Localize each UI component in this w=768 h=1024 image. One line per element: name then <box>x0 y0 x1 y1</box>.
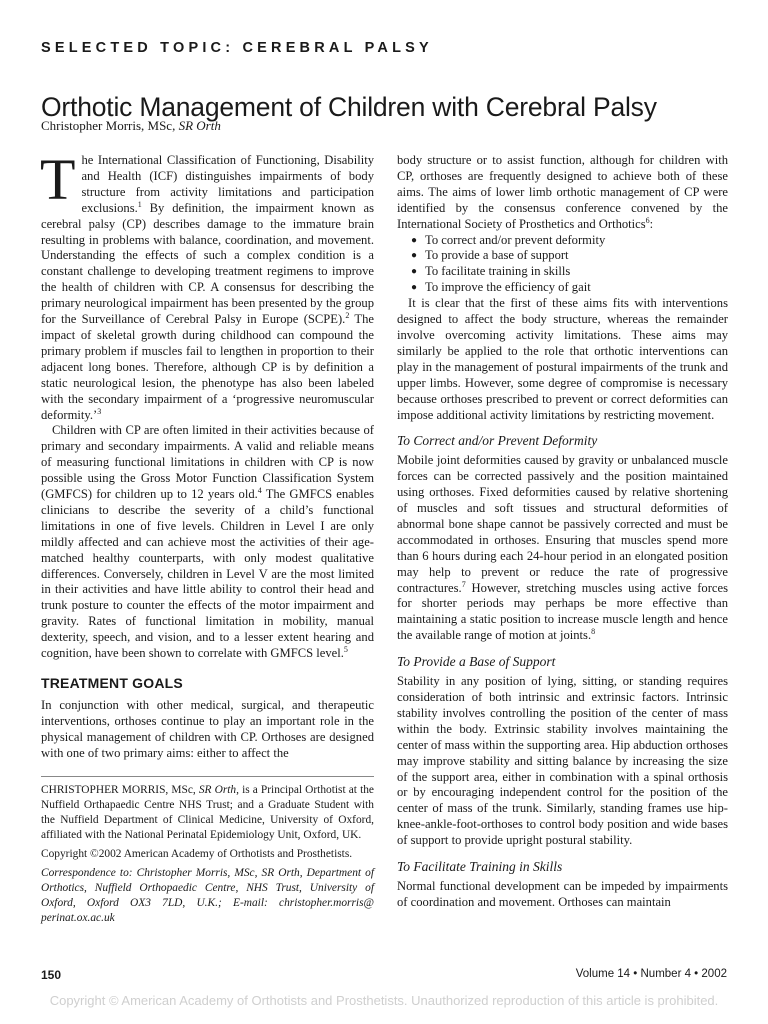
page-number: 150 <box>41 968 62 982</box>
ref-2: 2 <box>345 310 350 320</box>
bio-text: is a Principal Orthotist at the Nuffield Orthapaedic Centre NHS Trust; and a Graduate Student with the Nuffield Department of Clinical Medicine, University of Oxford, affiliated with the National Perinatal Epidemiology Unit, Oxford, UK. <box>41 783 374 841</box>
author-name: Christopher Morris, MSc, <box>41 118 176 133</box>
ref-8: 8 <box>591 627 596 637</box>
aims-list <box>397 233 728 297</box>
section-label: SELECTED TOPIC: CEREBRAL PALSY <box>41 40 433 56</box>
copyright-line: Copyright ©2002 American Academy of Orthotists and Prosthetists. <box>41 847 353 860</box>
volume-info: Volume 14 • Number 4 • 2002 <box>575 968 727 980</box>
author-bio-block <box>41 776 374 927</box>
ref-6: 6 <box>645 215 650 225</box>
intro-text-2: By definition, the impairment known as cerebral palsy (CP) describes damage to the immature brain resulting in problems with balance, coordination, and movement. Understanding the effects of such a complex condition is a constant challenge to developing treatment regimens to improve the health of children with CP. A consensus for describing the primary neurological impairment has been presented by the group for the Surveillance of Cerebral Palsy in Europe (SCPE). <box>41 200 374 327</box>
cont-text: body structure or to assist function, although for children with CP, orthoses are frequently designed to achieve both of these aims. The aims of lower limb orthotic management of CP were identified by the consensus conference convened by the International Society of Prosthetics and Orthotics <box>397 153 728 231</box>
gmfcs-paragraph <box>41 423 374 662</box>
intro-text-3: The impact of skeletal growth during childhood can compound the primary problem if muscles fail to lengthen in proportion to their adjacent long bones. Therefore, although CP is by definition a static neurological lesion, the phenotype has also been labeled with the secondary impairment of a ‘progressive neuromuscular deformity.’ <box>41 312 374 422</box>
list-item: ● To provide a base of support <box>411 248 728 264</box>
drop-cap: T <box>40 147 76 212</box>
ref-1: 1 <box>137 199 142 209</box>
correspondence-line <box>41 866 374 926</box>
list-item: ● To correct and/or prevent deformity <box>411 233 728 249</box>
ref-7: 7 <box>461 579 466 589</box>
bio-credential: SR Orth, <box>198 783 239 796</box>
copyright-watermark: Copyright © American Academy of Orthotists and Prosthetists. Unauthorized reproduction of this article is prohibited. <box>49 993 719 1008</box>
right-column <box>397 153 728 911</box>
subheading-deformity: To Correct and/or Prevent Deformity <box>397 433 598 449</box>
subheading-support: To Provide a Base of Support <box>397 654 556 670</box>
para2-text-b: The GMFCS enables clinicians to describe the severity of a child’s functional limitations in one of five levels. Children in Level I are only mildly affected and can achieve most the activities of their age-matched healthy counterparts, with only modest qualitative differences. Conversely, children in Level V are the most limited in their activities and have little ability to control their head and trunk posture to counter the effects of the motor impairment and gravity. Rates of functional limitation in mobility, manual dexterity, speech, and vision, and to a lesser extent hearing and cognition, have been shown to correlate with GMFCS level. <box>41 487 374 661</box>
ref-4: 4 <box>257 485 262 495</box>
author-credential: SR Orth <box>178 118 221 133</box>
deformity-paragraph <box>397 453 728 644</box>
sub1-text-a: Mobile joint deformities caused by gravity or unbalanced muscle forces can be corrected passively and the position maintained using orthoses. Fixed deformities caused by relative shortening of muscles and soft tissues and structural deformities of abnormal bone shape cannot be passively corrected and must be accommodated in orthoses. Ensuring that muscles spend more than 6 hours during each 24-hour period in an elongated position may help to prevent or reduce the rate of progressive contractures. <box>397 453 728 595</box>
treatment-goals-heading: TREATMENT GOALS <box>41 675 183 691</box>
support-paragraph: Stability in any position of lying, sitting, or standing requires consideration of both intrinsic and extrinsic factors. Intrinsic stability involves controlling the position of the center of mass within the body. Extrinsic stability involves maintaining the center of mass within the supporting area. Hip abduction orthoses may improve stability and sitting balance by increasing the size of the support area, either in combination with a spinal orthosis or by encouraging independent control for the position of the center of mass of the trunk. Similarly, standing frames use hip-knee-ankle-foot-orthoses to control body position and wide bases of support to provide upright postural stability. <box>397 674 728 848</box>
list-item: ● To facilitate training in skills <box>411 264 728 280</box>
ref-3: 3 <box>97 406 102 416</box>
list-item: ● To improve the efficiency of gait <box>411 280 728 296</box>
intro-paragraph <box>40 147 374 423</box>
intro-text-1: he International Classification of Functioning, Disability and Health (ICF) distinguishes impairments of body structure from activity limitations and participation exclusions. <box>81 153 374 215</box>
bio-name: CHRISTOPHER MORRIS, MSc, <box>41 783 196 796</box>
subheading-skills: To Facilitate Training in Skills <box>397 859 563 875</box>
left-column <box>40 147 374 930</box>
article-title: Orthotic Management of Children with Cerebral Palsy <box>41 91 657 122</box>
cont-colon: : <box>649 216 654 231</box>
sub1-text-b: However, stretching muscles using active forces for shorter periods may perhaps be more effective than maintaining a static position to increase muscle length and hence the available range of motion at joints. <box>397 580 728 643</box>
skills-paragraph: Normal functional development can be impeded by impairments of coordination and movement. Orthoses can maintain <box>397 878 728 909</box>
ref-5: 5 <box>343 644 348 654</box>
continued-paragraph <box>397 153 728 233</box>
bio-paragraph <box>41 783 374 843</box>
para2-text-a: Children with CP are often limited in their activities because of primary and secondary impairments. A valid and reliable means of measuring functional limitations in children with CP is now possible using the Gross Motor Function Classification System (GMFCS) for children up to 12 years old. <box>41 423 374 502</box>
aims-paragraph: It is clear that the first of these aims fits with interventions designed to affect the body structure, whereas the remainder involve overcoming activity limitations. These aims may similarly be applied to the role that orthotic interventions can play in the management of postural impairments of the trunk and upper limbs. However, some degree of compromise is necessary because orthoses prescribed to prevent or correct deformities can impose additional activity limitations by restricting movement. <box>397 296 728 422</box>
correspondence-text: Correspondence to: Christopher Morris, MSc, SR Orth, Department of Orthotics, Nuffield Orthopaedic Centre, NHS Trust, University of Oxford, Oxford OX3 7LD, U.K.; E-mail: christopher.morris@ perinat.ox.ac.uk <box>41 867 374 925</box>
treatment-paragraph: In conjunction with other medical, surgical, and therapeutic interventions, orthoses continue to play an important role in the physical management of children with CP. Orthoses are designed with one of two primary aims: either to affect the <box>41 697 374 760</box>
byline <box>41 118 221 134</box>
